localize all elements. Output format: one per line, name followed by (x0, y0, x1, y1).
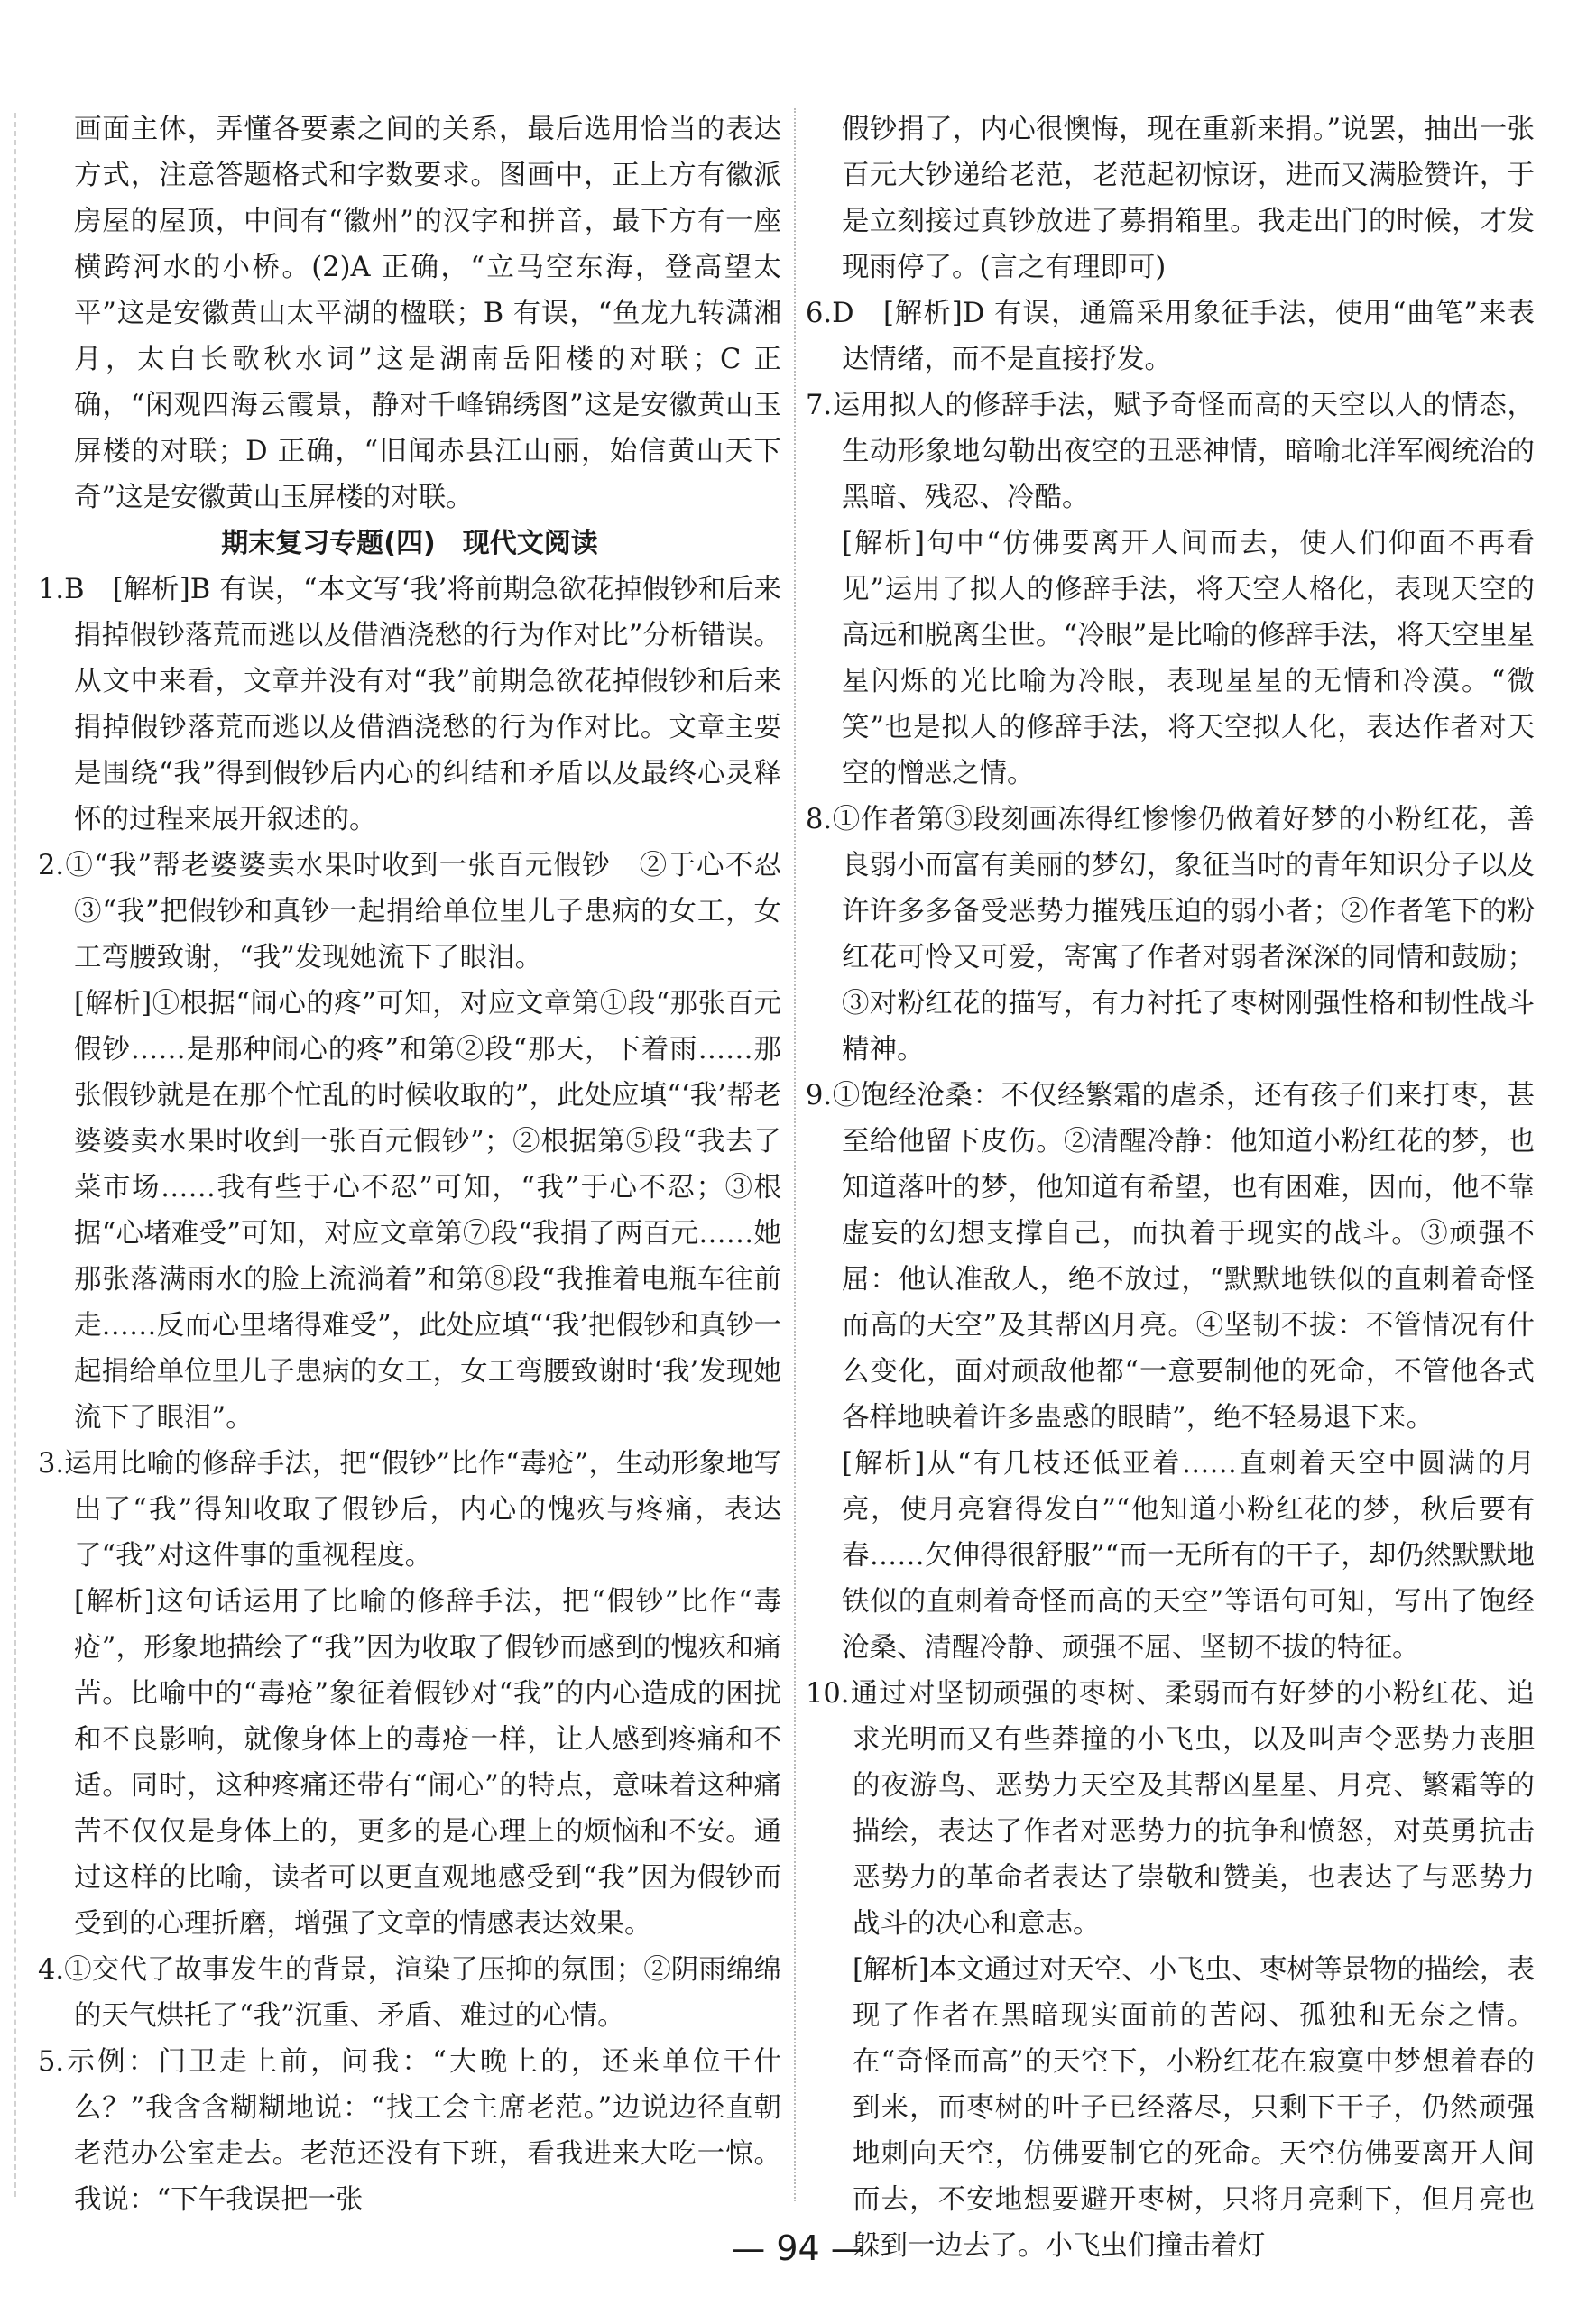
page-number: — 94 — (731, 2228, 865, 2268)
answer-q7: 7.运用拟人的修辞手法，赋予奇怪而高的天空以人的情态，生动形象地勾勒出夜空的丑恶神情，暗喻北洋军阀统治的黑暗、残忍、冷酷。 (806, 390, 1535, 513)
answer-q4: 4.①交代了故事发生的背景，渲染了压抑的氛围；②阴雨绵绵的天气烘托了“我”沉重、矛盾、难过的心情。 (38, 1954, 781, 2032)
analysis-q7: [解析]句中“仿佛要离开人间而去，使人们仰面不再看见”运用了拟人的修辞手法，将天空人格化，表现天空的高远和脱离尘世。“冷眼”是比喻的修辞手法，将天空里星星闪烁的光比喻为冷眼，表现星星的无情和冷漠。“微笑”也是拟人的修辞手法，将天空拟人化，表达作者对天空的憎恶之情。 (842, 528, 1535, 789)
answer-continuation: 画面主体，弄懂各要素之间的关系，最后选用恰当的表达方式，注意答题格式和字数要求。图画中，正上方有徽派房屋的屋顶，中间有“徽州”的汉字和拼音，最下方有一座横跨河水的小桥。(2)A 正确，“立马空东海，登高望太平”这是安徽黄山太平湖的楹联；B 有误，“鱼龙九转潇湘月，太白长歌秋水词”这是湖南岳阳楼的对联；C 正确，“闲观四海云霞景，静对千峰锦绣图”这是安徽黄山玉屏楼的对联；D 正确，“旧闻赤县江山丽，始信黄山天下奇”这是安徽黄山玉屏楼的对联。 (74, 114, 781, 513)
analysis-q2: [解析]①根据“闹心的疼”可知，对应文章第①段“那张百元假钞……是那种闹心的疼”和第②段“那天，下着雨……那张假钞就是在那个忙乱的时候收取的”，此处应填“‘我’帮老婆婆卖水果时收到一张百元假钞”；②根据第⑤段“我去了菜市场……我有些于心不忍”可知，“我”于心不忍；③根据“心堵难受”可知，对应文章第⑦段“我捐了两百元……她那张落满雨水的脸上流淌着”和第⑧段“我推着电瓶车往前走……反而心里堵得难受”，此处应填“‘我’把假钞和真钞一起捐给单位里儿子患病的女工，女工弯腰致谢时‘我’发现她流下了眼泪”。 (74, 988, 781, 1434)
left-column (38, 106, 809, 2223)
answer-q5: 5.示例：门卫走上前，问我：“大晚上的，还来单位干什么？”我含含糊糊地说：“找工会主席老范。”边说边径直朝老范办公室走去。老范还没有下班，看我进来大吃一惊。我说：“下午我误把一张 (38, 2046, 781, 2216)
analysis-q10: [解析]本文通过对天空、小飞虫、枣树等景物的描绘，表现了作者在黑暗现实面前的苦闷、孤独和无奈之情。在“奇怪而高”的天空下，小粉红花在寂寞中梦想着春的到来，而枣树的叶子已经落尽，只剩下干子，仍然顽强地刺向天空，仿佛要制它的死命。天空仿佛要离开人间而去，不安地想要避开枣树，只将月亮剩下，但月亮也躲到一边去了。小飞虫们撞击着灯 (853, 1954, 1535, 2262)
column-divider (794, 108, 796, 2201)
section-title: 期末复习专题(四) 现代文阅读 (221, 528, 598, 559)
right-column (806, 106, 1535, 2269)
analysis-q9: [解析]从“有几枝还低亚着……直刺着天空中圆满的月亮，使月亮窘得发白”“他知道小粉红花的梦，秋后要有春……欠伸得很舒服”“而一无所有的干子，却仍然默默地铁似的直刺着奇怪而高的天空”等语句可知，写出了饱经沧桑、清醒冷静、顽强不屈、坚韧不拔的特征。 (842, 1448, 1535, 1664)
answer-q2: 2.①“我”帮老婆婆卖水果时收到一张百元假钞 ②于心不忍 ③“我”把假钞和真钞一起捐给单位里儿子患病的女工，女工弯腰致谢，“我”发现她流下了眼泪。 (38, 850, 809, 973)
answer-q8: 8.①作者第③段刻画冻得红惨惨仍做着好梦的小粉红花，善良弱小而富有美丽的梦幻，象征当时的青年知识分子以及许许多多备受恶势力摧残压迫的弱小者；②作者笔下的粉红花可怜又可爱，寄寓了作者对弱者深深的同情和鼓励；③对粉红花的描写，有力衬托了枣树刚强性格和韧性战斗精神。 (806, 804, 1535, 1065)
answer-q1: 1.B [解析]B 有误，“本文写‘我’将前期急欲花掉假钞和后来捐掉假钞落荒而逃以及借酒浇愁的行为作对比”分析错误。从文中来看，文章并没有对“我”前期急欲花掉假钞和后来捐掉假钞落荒而逃以及借酒浇愁的行为作对比。文章主要是围绕“我”得到假钞后内心的纠结和矛盾以及最终心灵释怀的过程来展开叙述的。 (38, 574, 781, 835)
answer-q5-continued: 假钞捐了，内心很懊悔，现在重新来捐。”说罢，抽出一张百元大钞递给老范，老范起初惊讶，进而又满脸赞许，于是立刻接过真钞放进了募捐箱里。我走出门的时候，才发现雨停了。(言之有理即可) (842, 114, 1535, 283)
answer-q10: 10.通过对坚韧顽强的枣树、柔弱而有好梦的小粉红花、追求光明而又有些莽撞的小飞虫，以及叫声令恶势力丧胆的夜游鸟、恶势力天空及其帮凶星星、月亮、繁霜等的描绘，表达了作者对恶势力的抗争和愤怒，对英勇抗击恶势力的革命者表达了崇敬和赞美，也表达了与恶势力战斗的决心和意志。 (806, 1678, 1535, 1940)
analysis-q3: [解析]这句话运用了比喻的修辞手法，把“假钞”比作“毒疮”，形象地描绘了“我”因为收取了假钞而感到的愧疚和痛苦。比喻中的“毒疮”象征着假钞对“我”的内心造成的困扰和不良影响，就像身体上的毒疮一样，让人感到疼痛和不适。同时，这种疼痛还带有“闹心”的特点，意味着这种痛苦不仅仅是身体上的，更多的是心理上的烦恼和不安。通过这样的比喻，读者可以更直观地感受到“我”因为假钞而受到的心理折磨，增强了文章的情感表达效果。 (74, 1586, 781, 1940)
answer-q3: 3.运用比喻的修辞手法，把“假钞”比作“毒疮”，生动形象地写出了“我”得知收取了假钞后，内心的愧疚与疼痛，表达了“我”对这件事的重视程度。 (38, 1448, 781, 1572)
answer-q9: 9.①饱经沧桑：不仅经繁霜的虐杀，还有孩子们来打枣，甚至给他留下皮伤。②清醒冷静：他知道小粉红花的梦，也知道落叶的梦，他知道有希望，也有困难，因而，他不靠虚妄的幻想支撑自己，而执着于现实的战斗。③顽强不屈：他认准敌人，绝不放过，“默默地铁似的直刺着奇怪而高的天空”及其帮凶月亮。④坚韧不拔：不管情况有什么变化，面对顽敌他都“一意要制他的死命，不管他各式各样地映着许多蛊惑的眼睛”，绝不轻易退下来。 (806, 1080, 1535, 1434)
answer-q6: 6.D [解析]D 有误，通篇采用象征手法，使用“曲笔”来表达情绪，而不是直接抒发。 (806, 298, 1535, 375)
binding-margin-line (14, 113, 16, 2197)
